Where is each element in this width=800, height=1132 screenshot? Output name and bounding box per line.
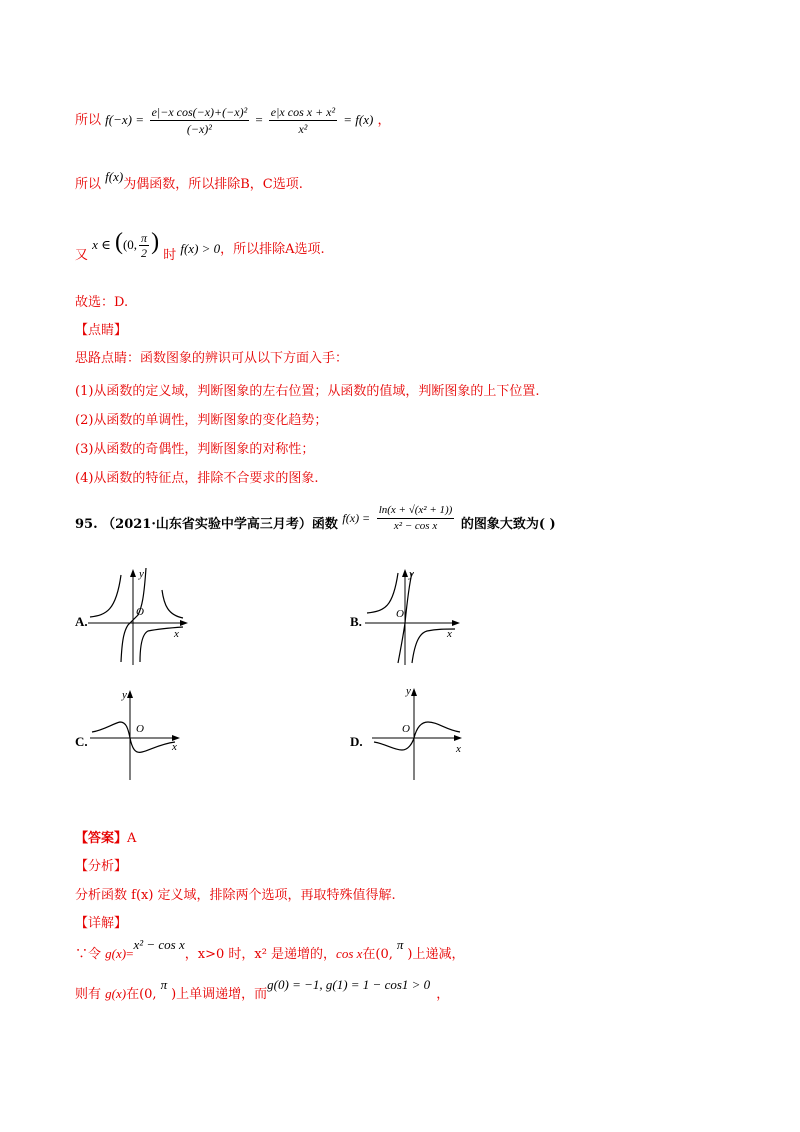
option-a-origin: O	[136, 606, 144, 618]
question-func-num: ln(x + √(x² + 1))	[377, 503, 455, 519]
option-c-y-label: y	[122, 689, 127, 701]
line3-math1: x ∈	[92, 237, 111, 252]
question-number: 95.	[75, 517, 98, 532]
detail1-eq: =	[126, 946, 134, 961]
question-func-den: x² − cos x	[393, 520, 438, 532]
line2-text: 为偶函数，所以排除B，C选项.	[123, 177, 303, 192]
line-7: (1)从函数的定义域，判断图象的左右位置；从函数的值域，判断图象的上下位置.	[75, 384, 540, 399]
detail1-in: 在(0,	[362, 947, 393, 962]
line-5: 【点睛】	[75, 323, 128, 338]
option-a-graph[interactable]	[88, 565, 198, 665]
detail2-end: ，	[436, 987, 450, 1002]
detail1-cos: cos x	[336, 946, 363, 961]
detail2-expr: g(0) = −1, g(1) = 1 − cos1 > 0	[267, 977, 431, 992]
line1-eq: =	[136, 112, 144, 127]
line-9: (3)从函数的奇偶性，判断图象的对称性；	[75, 442, 315, 457]
question-95	[75, 504, 556, 544]
line1-prefix: 所以	[75, 113, 102, 128]
option-b-graph[interactable]	[365, 565, 475, 665]
answer-label: 【答案】	[75, 831, 128, 846]
line-4: 故选：D.	[75, 295, 129, 310]
option-d-origin: O	[402, 723, 410, 735]
option-a-label[interactable]: A.	[75, 614, 88, 629]
option-d-x-label: x	[456, 743, 461, 755]
line-10: (4)从函数的特征点，排除不合要求的图象.	[75, 471, 319, 486]
line1-lhs: f(−x)	[105, 112, 132, 127]
analysis-label: 【分析】	[75, 859, 128, 874]
analysis-text: 分析函数 f(x) 定义域，排除两个选项，再取特殊值得解.	[75, 888, 396, 903]
option-c-origin: O	[136, 723, 144, 735]
option-b-label[interactable]: B.	[350, 614, 362, 629]
detail-line-2	[75, 978, 449, 1010]
line2-prefix: 所以	[75, 177, 102, 192]
line-6: 思路点睛：函数图象的辨识可从以下方面入手：	[75, 351, 349, 366]
detail2-in: 在(0,	[126, 987, 157, 1002]
option-d-graph[interactable]	[372, 680, 482, 780]
detail2-pi: π	[160, 977, 168, 992]
line1-suffix: ，	[377, 113, 391, 128]
detail1-pi: π	[396, 937, 404, 952]
question-func-lhs: f(x) =	[342, 511, 371, 525]
detail1-g: g(x)	[105, 946, 127, 961]
line-2	[75, 169, 303, 194]
answer-line	[75, 830, 136, 848]
detail1-mid: ，x>0 时，x² 是递增的，	[184, 947, 337, 962]
option-b-origin: O	[396, 608, 404, 620]
question-tail: 的图象大致为( )	[460, 517, 556, 532]
line1-den2: x²	[298, 122, 308, 136]
option-d-label[interactable]: D.	[350, 734, 363, 749]
line3-interval-left: (0,	[122, 237, 138, 252]
line1-num1: e|−x cos(−x)+(−x)²	[151, 105, 248, 119]
line1-fraction-2	[269, 104, 337, 137]
line3-math2: f(x) > 0	[180, 241, 221, 256]
detail1-prefix: ∵令	[75, 947, 102, 962]
line2-math: f(x)	[105, 169, 124, 184]
line3-frac-den: 2	[141, 246, 148, 260]
line3-fraction	[139, 231, 149, 260]
option-a-y-label: y	[139, 568, 144, 580]
option-c-x-label: x	[172, 741, 177, 753]
line1-num2: e|x cos x + x²	[270, 105, 336, 119]
question-func-fraction	[377, 503, 455, 534]
option-b-x-label: x	[447, 628, 452, 640]
line1-den1: (−x)²	[186, 122, 212, 136]
line-3: 又 x ∈ ((0, $\frac{\pi}{2}$ ) 时 f(x) > 0，所以排除A选项.	[75, 229, 325, 263]
detail-line-1	[75, 938, 464, 970]
line3-interval-right: )	[151, 229, 160, 255]
detail2-g: g(x)	[105, 986, 127, 1001]
line3-frac-num: π	[141, 231, 148, 245]
line3-prefix: 又	[75, 248, 89, 263]
detail2-prefix: 则有	[75, 987, 102, 1002]
option-d-y-label: y	[406, 685, 411, 697]
line3-mid: 时	[163, 248, 177, 263]
line-1: 所以 f(−x) = $\frac{\text{e|−x cos(−x)+(−x)²}}{\text{(−x)²}}$ = $\frac{\text{e|x cos x + x²}}{\text{x²}}$ = f(x) ，	[75, 105, 391, 136]
detail-label: 【详解】	[75, 916, 128, 931]
detail1-end: )上递减，	[407, 947, 465, 962]
line-8: (2)从函数的单调性，判断图象的变化趋势；	[75, 413, 328, 428]
line3-text: ，所以排除A选项.	[220, 242, 325, 257]
line1-fraction-1	[150, 104, 250, 137]
option-c-graph[interactable]	[90, 680, 200, 780]
detail2-mid: )上单调递增，而	[171, 987, 268, 1002]
option-a-x-label: x	[174, 628, 179, 640]
answer-value: A	[127, 831, 137, 846]
option-b-y-label: y	[409, 568, 414, 580]
detail1-expr: x² − cos x	[133, 937, 185, 952]
line1-rhs: = f(x)	[343, 112, 374, 127]
question-source: （2021·山东省实验中学高三月考）函数	[102, 517, 338, 532]
option-c-label[interactable]: C.	[75, 734, 88, 749]
